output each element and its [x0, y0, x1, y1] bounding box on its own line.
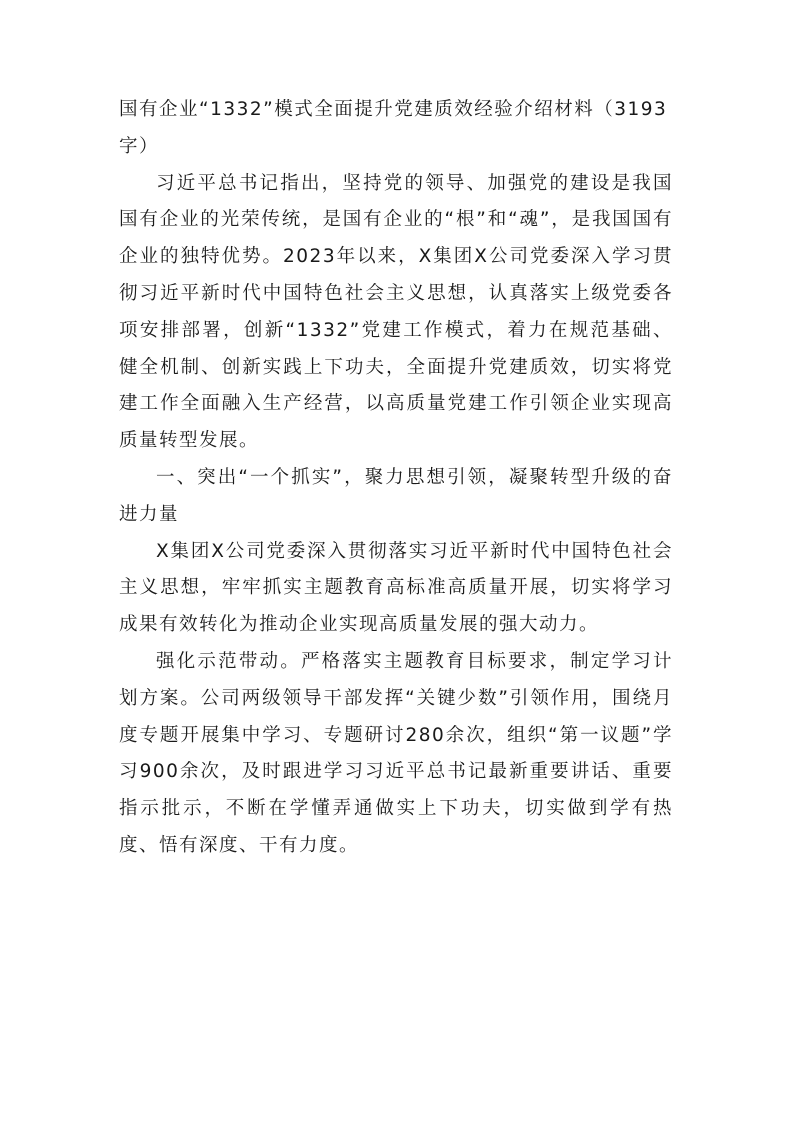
section-1-paragraph: X集团X公司党委深入贯彻落实习近平新时代中国特色社会主义思想，牢牢抓实主题教育高标准高质量开展，切实将学习成果有效转化为推动企业实现高质量发展的强大动力。 [119, 540, 673, 636]
demonstration-paragraph: 强化示范带动。严格落实主题教育目标要求，制定学习计划方案。公司两级领导干部发挥“关键少数”引领作用，围绕月度专题开展集中学习、专题研讨280余次，组织“第一议题”学习900余次，及时跟进学习习近平总书记最新重要讲话、重要指示批示，不断在学懂弄通做实上下功夫，切实做到学有热度、悟有深度、干有力度。 [119, 650, 673, 856]
intro-paragraph: 习近平总书记指出，坚持党的领导、加强党的建设是我国国有企业的光荣传统，是国有企业的“根”和“魂”，是我国国有企业的独特优势。2023年以来，X集团X公司党委深入学习贯彻习近平新时代中国特色社会主义思想，认真落实上级党委各项安排部署，创新“1332”党建工作模式，着力在规范基础、健全机制、创新实践上下功夫，全面提升党建质效，切实将党建工作全面融入生产经营，以高质量党建工作引领企业实现高质量转型发展。 [119, 172, 673, 452]
document-title: 国有企业“1332”模式全面提升党建质效经验介绍材料（3193字） [119, 99, 668, 157]
section-heading-1: 一、突出“一个抓实”，聚力思想引领，凝聚转型升级的奋进力量 [119, 466, 673, 525]
